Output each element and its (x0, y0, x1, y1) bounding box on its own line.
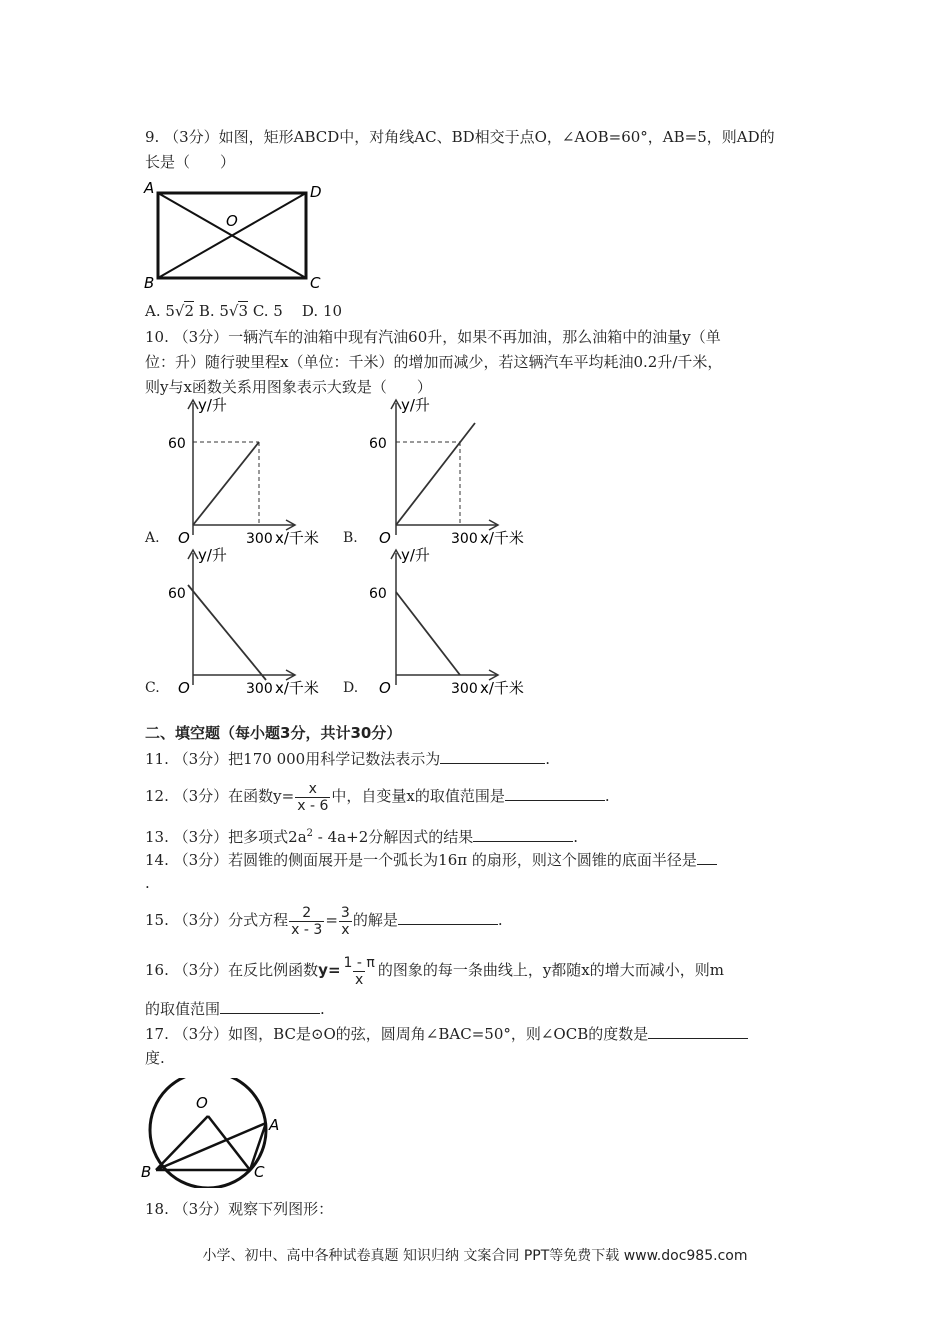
q15-pre: 15. （3分）分式方程 (145, 911, 289, 929)
q12 (145, 776, 610, 816)
q9-line1: 9. （3分）如图，矩形ABCD中，对角线AC、BD相交于点O，∠AOB=60°，AB=5，则AD的 (145, 128, 775, 146)
rectangle-figure (138, 178, 328, 293)
q12-pre: 12. （3分）在函数y= (145, 787, 295, 805)
q15-fraction-right (339, 905, 352, 938)
q16-y: y= (318, 961, 341, 979)
ytick: 60 (168, 586, 186, 602)
xlabel: x/千米 (480, 679, 524, 697)
circle-figure (138, 1078, 288, 1188)
footer: 小学、初中、高中各种试卷真题 知识归纳 文案合同 PPT等免费下载 www.doc985.com (202, 1248, 748, 1264)
xlabel: x/千米 (275, 679, 319, 697)
denominator: x - 3 (291, 921, 323, 938)
q9-option-d: D. 10 (301, 302, 343, 320)
answer-blank (697, 850, 717, 865)
q17-text: 17. （3分）如图，BC是⊙O的弦，圆周角∠BAC=50°，则∠OCB的度数是 (145, 1025, 649, 1043)
label-b: B (141, 1163, 152, 1181)
q15 (145, 900, 503, 940)
q16-line2 (145, 998, 325, 1020)
q11 (145, 748, 550, 770)
q10-line1: 10. （3分）一辆汽车的油箱中现有汽油60升，如果不再加油，那么油箱中的油量y（单 (145, 328, 721, 346)
q16-line1 (145, 950, 724, 990)
ylabel: y/升 (401, 546, 430, 564)
xlabel: x/千米 (480, 529, 524, 547)
q14-line1 (145, 849, 717, 871)
label-a: A (144, 179, 155, 197)
q13-exponent: 2 (306, 828, 314, 839)
q9-rad-b: 3 (238, 302, 249, 320)
q14-text: 14. （3分）若圆锥的侧面展开是一个弧长为16π 的扇形，则这个圆锥的底面半径是 (145, 851, 697, 869)
q9-option-c: C. 5 (252, 302, 283, 320)
sqrt-symbol: √ (228, 302, 239, 320)
q15-fraction-left (289, 905, 324, 938)
xtick: 300 (451, 531, 478, 547)
q13 (145, 823, 578, 848)
q12-post: 中，自变量x的取值范围是 (331, 787, 505, 805)
q18: 18. （3分）观察下列图形： (145, 1200, 334, 1218)
ylabel: y/升 (401, 396, 430, 414)
section-heading: 二、填空题（每小题3分，共计30分） (145, 724, 402, 742)
label-c: C (310, 274, 321, 292)
ylabel: y/升 (198, 546, 227, 564)
xtick: 300 (451, 681, 478, 697)
label-c: C (254, 1163, 265, 1181)
denominator: x - 6 (297, 797, 329, 814)
q16-end: . (320, 1000, 325, 1018)
q11-end: . (545, 750, 550, 768)
ytick: 60 (369, 436, 387, 452)
q10-option-d: D. (343, 680, 359, 696)
q9-rad-a: 2 (184, 302, 195, 320)
answer-blank (440, 749, 545, 764)
origin: O (379, 679, 391, 697)
q11-text: 11. （3分）把170 000用科学记数法表示为 (145, 750, 441, 768)
answer-blank (398, 910, 498, 925)
answer-blank (220, 999, 320, 1014)
q12-fraction (295, 781, 330, 814)
graph-c (160, 545, 335, 700)
q15-end: . (497, 911, 503, 929)
q17-line2: 度. (145, 1049, 165, 1067)
origin: O (178, 679, 190, 697)
q9-options (145, 300, 342, 322)
ylabel: y/升 (198, 396, 227, 414)
graph-b (363, 395, 538, 550)
equals: = (325, 911, 338, 929)
sqrt-symbol: √ (174, 302, 185, 320)
q10-line2: 位：升）随行驶里程x（单位：千米）的增加而减少，若这辆汽车平均耗油0.2升/千米， (145, 353, 723, 371)
q17-line1 (145, 1023, 748, 1045)
q9-option-a: A. 5 (145, 302, 175, 320)
label-b: B (144, 274, 155, 292)
q16-pre: 16. （3分）在反比例函数 (145, 961, 319, 979)
denominator: x (341, 921, 350, 938)
q13-post: - 4a+2分解因式的结果 (313, 828, 474, 846)
numerator: 2 (302, 904, 312, 921)
q10-option-c: C. (145, 680, 160, 696)
label-o: O (196, 1094, 208, 1112)
xtick: 300 (246, 531, 273, 547)
q16-fraction (342, 955, 377, 988)
label-a: A (269, 1116, 280, 1134)
label-o: O (226, 212, 238, 230)
q16-post: 的图象的每一条曲线上，y都随x的增大而减小，则m (377, 961, 724, 979)
xlabel: x/千米 (275, 529, 319, 547)
ytick: 60 (168, 436, 186, 452)
q10-option-a: A. (145, 530, 160, 546)
denominator: x (355, 971, 364, 988)
answer-blank (473, 827, 573, 842)
q10-option-b: B. (343, 530, 358, 546)
q9-option-b: B. 5 (198, 302, 229, 320)
q15-post: 的解是 (352, 911, 398, 929)
label-d: D (310, 183, 322, 201)
graph-a (160, 395, 335, 550)
xtick: 300 (246, 681, 273, 697)
origin: O (379, 529, 391, 547)
origin: O (178, 529, 190, 547)
numerator: 3 (340, 904, 350, 921)
ytick: 60 (369, 586, 387, 602)
q14-line2: . (145, 874, 150, 892)
answer-blank (505, 786, 605, 801)
q10-line3: 则y与x函数关系用图象表示大致是（ ） (145, 378, 432, 396)
numerator: x (308, 780, 317, 797)
q13-end: . (573, 828, 579, 846)
answer-blank (648, 1024, 748, 1039)
q16-line2-text: 的取值范围 (145, 1000, 221, 1018)
q9-line2: 长是（ ） (145, 153, 236, 171)
graph-d (363, 545, 538, 700)
numerator: 1 - π (343, 954, 375, 971)
q13-pre: 13. （3分）把多项式2a (145, 828, 307, 846)
q12-end: . (604, 787, 610, 805)
